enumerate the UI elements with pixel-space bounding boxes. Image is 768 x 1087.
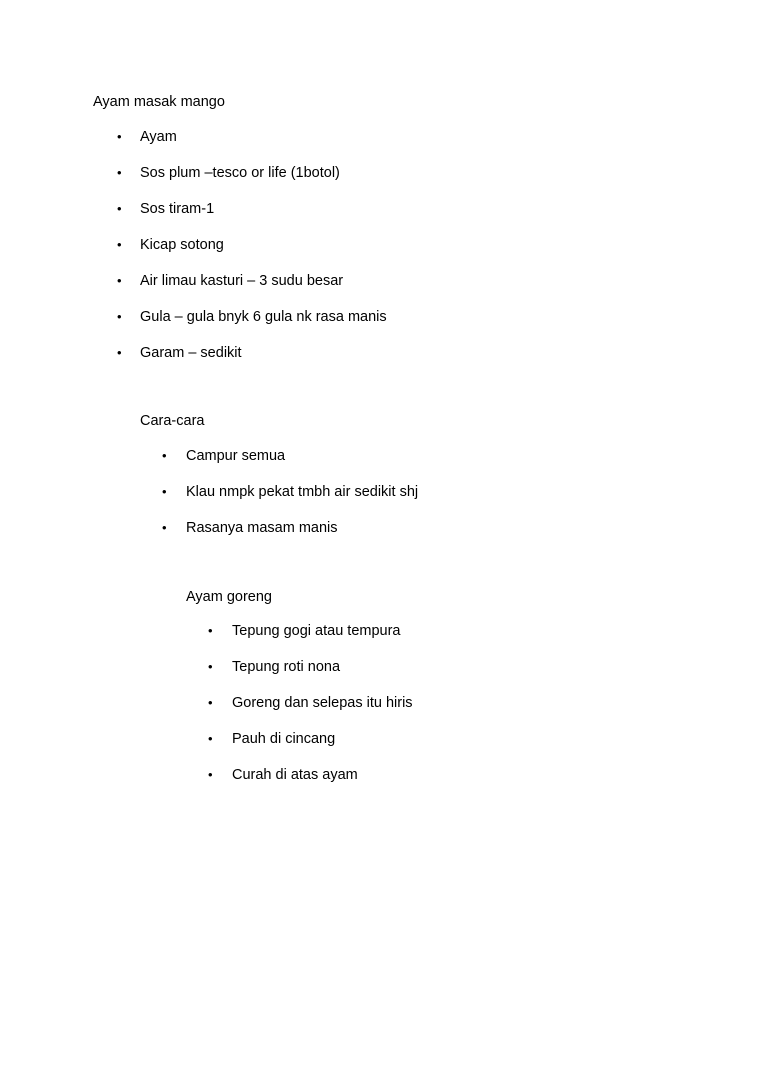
bullet-icon: •: [162, 484, 167, 499]
bullet-icon: •: [117, 345, 122, 360]
cara-cara-heading: Cara-cara: [140, 413, 205, 429]
bullet-icon: •: [162, 448, 167, 463]
ingredient-text: Kicap sotong: [140, 237, 224, 253]
bullet-icon: •: [117, 129, 122, 144]
bullet-icon: •: [208, 659, 213, 674]
ingredient-text: Sos tiram-1: [140, 201, 215, 217]
bullet-icon: •: [208, 623, 213, 638]
bullet-icon: •: [117, 237, 122, 252]
goreng-step-text: Tepung roti nona: [232, 659, 341, 675]
goreng-step-text: Tepung gogi atau tempura: [232, 623, 401, 639]
bullet-icon: •: [208, 731, 213, 746]
goreng-step-text: Goreng dan selepas itu hiris: [232, 695, 413, 711]
goreng-step-text: Curah di atas ayam: [232, 767, 358, 783]
ingredient-text: Air limau kasturi – 3 sudu besar: [140, 273, 344, 289]
step-text: Klau nmpk pekat tmbh air sedikit shj: [186, 484, 419, 500]
bullet-icon: •: [117, 273, 122, 288]
step-text: Rasanya masam manis: [186, 520, 338, 536]
bullet-icon: •: [117, 309, 122, 324]
bullet-icon: •: [117, 165, 122, 180]
ingredient-text: Ayam: [140, 129, 177, 145]
bullet-icon: •: [117, 201, 122, 216]
recipe-title: Ayam masak mango: [93, 94, 225, 110]
goreng-step-text: Pauh di cincang: [232, 731, 336, 747]
ingredient-text: Gula – gula bnyk 6 gula nk rasa manis: [140, 309, 387, 325]
step-text: Campur semua: [186, 448, 286, 464]
ingredient-text: Sos plum –tesco or life (1botol): [140, 165, 340, 181]
bullet-icon: •: [208, 695, 213, 710]
ayam-goreng-heading: Ayam goreng: [186, 589, 272, 605]
bullet-icon: •: [208, 767, 213, 782]
bullet-icon: •: [162, 520, 167, 535]
ingredient-text: Garam – sedikit: [140, 345, 242, 361]
